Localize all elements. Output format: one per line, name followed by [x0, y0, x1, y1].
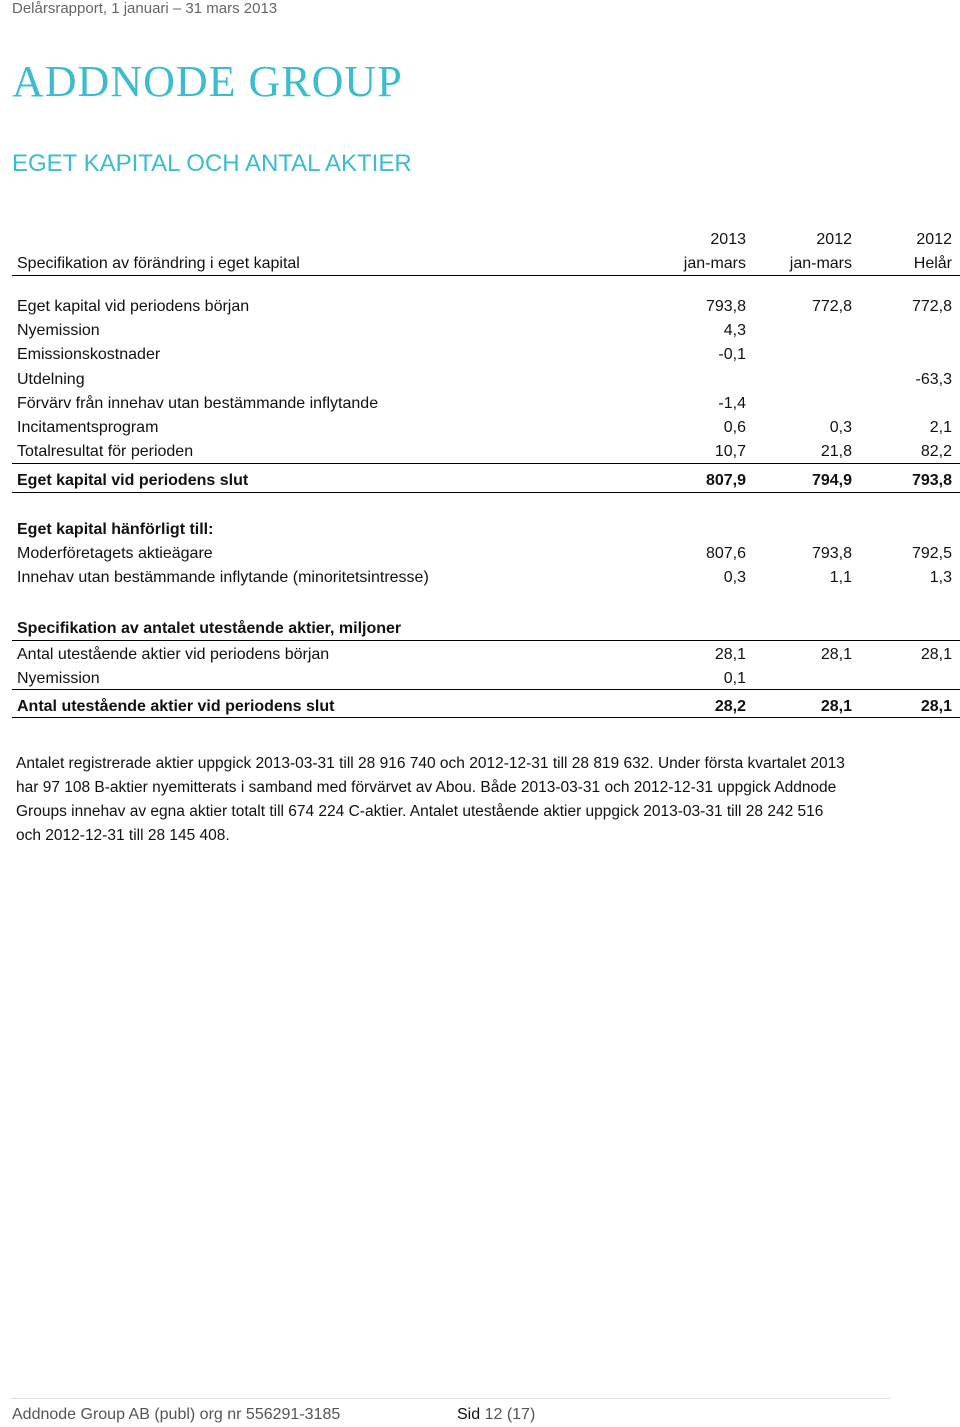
- row-label: Nyemission: [17, 322, 100, 339]
- cell-col2: 28,1: [820, 698, 852, 715]
- row-label: Innehav utan bestämmande inflytande (minoritetsintresse): [17, 569, 429, 586]
- shares-note-paragraph: [16, 752, 946, 848]
- row-label: Moderföretagets aktieägare: [17, 545, 213, 562]
- table-row: [12, 295, 960, 319]
- row-label: Incitamentsprogram: [17, 419, 159, 436]
- cell-col3: 772,8: [911, 298, 952, 315]
- paragraph-line: har 97 108 B-aktier nyemitterats i samband med förvärvet av Abou. Både 2013-03-31 och 2012-12-31 uppgick Addnode: [16, 779, 837, 796]
- page-number: 12 (17): [484, 1406, 536, 1423]
- table-row: [12, 368, 960, 392]
- cell-col1: 10,7: [714, 443, 746, 460]
- divider: [12, 717, 960, 718]
- cell-col2: 772,8: [811, 298, 852, 315]
- divider: [12, 463, 960, 464]
- cell-col1: 0,6: [723, 419, 746, 436]
- table-header-periods: [12, 252, 960, 276]
- cell-col1: 28,2: [714, 698, 746, 715]
- cell-col1: 0,1: [723, 670, 746, 687]
- divider: [12, 492, 960, 493]
- cell-col3: 2,1: [929, 419, 952, 436]
- cell-col2: 0,3: [829, 419, 852, 436]
- divider: [12, 689, 960, 690]
- table-total-row: [12, 469, 960, 493]
- cell-col2: 21,8: [820, 443, 852, 460]
- row-label: Förvärv från innehav utan bestämmande inflytande: [17, 395, 379, 412]
- header-year-col2: 2012: [816, 231, 852, 248]
- row-label: Nyemission: [17, 670, 100, 687]
- cell-col1: 0,3: [723, 569, 746, 586]
- cell-col3: 792,5: [911, 545, 952, 562]
- divider: [12, 640, 960, 641]
- paragraph-line: Groups innehav av egna aktier totalt till 674 224 C-aktier. Antalet utestående aktier uppgick 2013-03-31 till 28 242 516: [16, 803, 824, 820]
- cell-col3: 82,2: [920, 443, 952, 460]
- row-label: Antal utestående aktier vid periodens slut: [17, 698, 335, 715]
- cell-col1: -0,1: [718, 346, 746, 363]
- cell-col1: 807,6: [705, 545, 746, 562]
- table-header-years: [12, 228, 960, 252]
- table-row: [12, 392, 960, 416]
- row-label: Eget kapital vid periodens början: [17, 298, 250, 315]
- cell-col1: 793,8: [705, 298, 746, 315]
- cell-col2: 793,8: [811, 545, 852, 562]
- cell-col1: 807,9: [705, 472, 746, 489]
- cell-col2: 1,1: [829, 569, 852, 586]
- header-period-col3: Helår: [913, 255, 952, 272]
- header-period-col2: jan-mars: [789, 255, 852, 272]
- page-label: Sid: [457, 1406, 481, 1423]
- table-row: [12, 416, 960, 440]
- header-year-col1: 2013: [710, 231, 746, 248]
- footer-page: [457, 1406, 535, 1424]
- row-label: Utdelning: [17, 371, 85, 388]
- cell-col2: 794,9: [811, 472, 852, 489]
- footer-divider: [10, 1398, 890, 1399]
- table-header-label: Specifikation av förändring i eget kapital: [17, 255, 300, 272]
- cell-col1: -1,4: [718, 395, 746, 412]
- cell-col3: 793,8: [911, 472, 952, 489]
- table-row: [12, 440, 960, 464]
- table-row: [12, 542, 960, 566]
- cell-col1: 4,3: [723, 322, 746, 339]
- row-label: Totalresultat för perioden: [17, 443, 194, 460]
- cell-col3: 1,3: [929, 569, 952, 586]
- divider: [12, 275, 960, 276]
- cell-col3: 28,1: [920, 646, 952, 663]
- cell-col1: 28,1: [714, 646, 746, 663]
- attributable-heading: [12, 518, 960, 542]
- cell-col3: -63,3: [915, 371, 952, 388]
- table-row: [12, 667, 960, 691]
- report-header: Delårsrapport, 1 januari – 31 mars 2013: [12, 0, 278, 17]
- row-label: Eget kapital hänförligt till:: [17, 521, 214, 538]
- row-label: Eget kapital vid periodens slut: [17, 472, 249, 489]
- section-title: EGET KAPITAL OCH ANTAL AKTIER: [12, 150, 412, 177]
- shares-heading: [12, 617, 960, 641]
- row-label: Specifikation av antalet utestående aktier, miljoner: [17, 620, 402, 637]
- cell-col2: 28,1: [820, 646, 852, 663]
- header-year-col3: 2012: [916, 231, 952, 248]
- table-row: [12, 343, 960, 367]
- paragraph-line: Antalet registrerade aktier uppgick 2013-03-31 till 28 916 740 och 2012-12-31 till 28 819 632. Under första kvartalet 2013: [16, 755, 845, 772]
- table-row: [12, 319, 960, 343]
- table-row: [12, 643, 960, 667]
- company-logo: ADDNODE GROUP: [12, 57, 403, 106]
- row-label: Emissionskostnader: [17, 346, 161, 363]
- cell-col3: 28,1: [920, 698, 952, 715]
- footer-company: Addnode Group AB (publ) org nr 556291-3185: [12, 1406, 341, 1423]
- row-label: Antal utestående aktier vid periodens början: [17, 646, 330, 663]
- header-period-col1: jan-mars: [683, 255, 746, 272]
- paragraph-line: och 2012-12-31 till 28 145 408.: [16, 827, 230, 844]
- table-total-row: [12, 695, 960, 719]
- table-row: [12, 566, 960, 590]
